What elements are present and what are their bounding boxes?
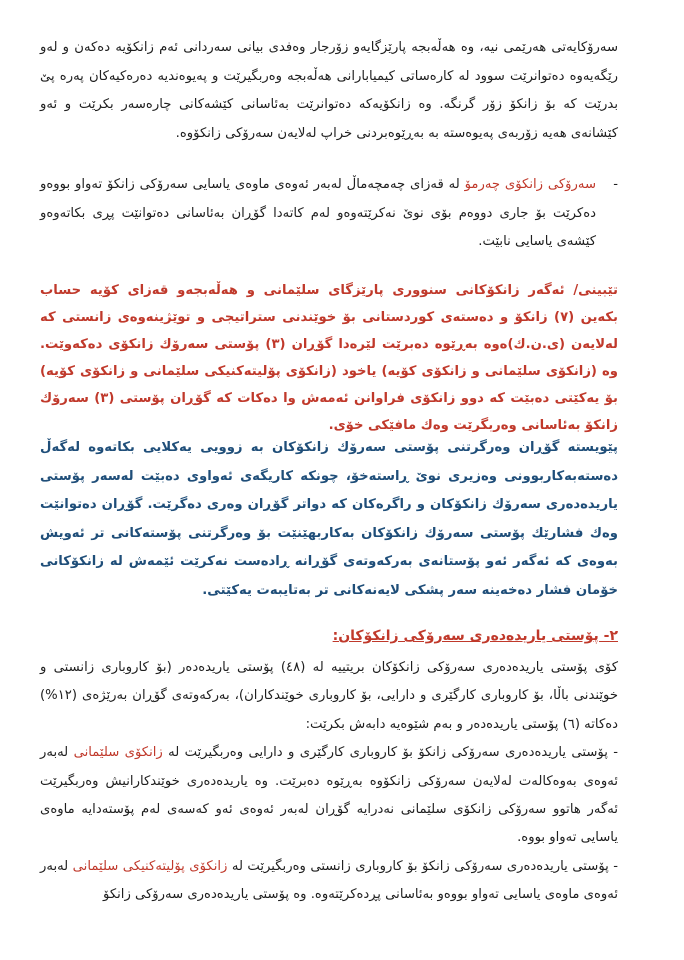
section-heading: ٢- پۆستی یاریدەدەری سەرۆکی زانکۆکان: <box>332 628 618 644</box>
paragraph-7 <box>40 853 618 910</box>
paragraph-7-start: - پۆستی یاریدەدەری سەرۆکی زانکۆ بۆ کاروباری زانستی وەربگیرێت لە <box>227 858 619 874</box>
paragraph-1: سەرۆکایەتی هەرێمی نیە، وە هەڵەبجە پارێزگایەو زۆرجار وەفدی بیانی سەردانی ئەم زانکۆیە دەکەن و لەو رێگەیەوە دەتوانرێت سوود لە کارەساتی کیمیابارانی هەڵەبجە وەربگیرێت و پەیوەندیە دەرەکیەکان پەرە پێ بدرێت کە بۆ زانکۆ زۆر گرنگە. وە زانکۆیەکە دەتوانرێت بەئاسانی کێشەکانی چارەسەر بکرێت و ئەو کێشانەی هەیە زۆربەی پەیوەستە بە بەڕێوەبردنی خراپ لەلایەن سەرۆکی زانکۆوە. <box>40 40 618 141</box>
paragraph-6-start: - پۆستی یاریدەدەری سەرۆکی زانکۆ بۆ کاروباری کارگێری و دارایی وەربگیرێت لە <box>162 745 619 761</box>
paragraph-5: کۆی پۆستی یاریدەدەری سەرۆکی زانکۆکان بریتییە لە (٤٨) پۆستی یاریدەدەر (بۆ کاروباری زانستی و خوێندنی باڵا، بۆ کاروباری کارگێری و دارایی، بۆ کاروباری خوێندکاران)، بەرکەوتەی گۆڕان بەرێژەی (١٢%) دەکاتە (٦) پۆستی یاریدەدەر و بەم شێوەیە دابەش بکرێت: <box>40 660 619 732</box>
paragraph-2 <box>40 171 618 257</box>
section-body <box>40 654 618 910</box>
bullet-dash: - <box>613 177 618 192</box>
paragraph-6 <box>40 739 618 853</box>
highlight-charmo-university-president: سەرۆکی زانکۆی چەرمۆ <box>464 177 596 192</box>
paragraph-4: پێویستە گۆڕان وەرگرتنی پۆستی سەرۆك زانکۆکان بە زوویی یەکلایی بکاتەوە لەگەڵ دەستەبەکاربوونی وەزیری نوێ ڕاستەخۆ، چونکە کاریگەی ئەواوی دەبێت لەسەر پۆستی یاریدەدەری سەرۆك زانکۆکان و راگرەکان کە دواتر گۆڕان وەری دەگرێت. گۆڕان دەتوانێت وەك فشارێك پۆستی سەرۆك زانکۆکان بەکاربهێنێت بۆ وەرگرتنی پۆستەکانی تر ئەویش بەوەی کە ئەگەر ئەو پۆستانەی بەرکەوتەی گۆڕانە ڕادەست نەکرێت ئێمەش لە زانکۆکانی خۆمان فشار دەخەینە سەر پشکی لایەنەکانی تر بەتایبەت یەکێتی. <box>40 440 618 598</box>
highlight-sulaimani-polytechnic: زانکۆی پۆلیتەکنیکی سلێمانی <box>72 858 228 874</box>
note-paragraph: تێبینی/ ئەگەر زانکۆکانی سنووری پارێزگای سلێمانی و هەڵەبجەو قەزای کۆیە حساب بکەین (٧) زانکۆ و دەستەی کوردستانی بۆ خوێندنی ستراتیجی و توێژینەوەی زانستی کە لەلایەن (ی.ن.ك)ەوە بەڕێوە دەبرێت لێرەدا گۆڕان (٣) پۆستی سەرۆك زانکۆی دەکەوێت. وە (زانکۆی سلێمانی و زانکۆی کۆیە) یاخود (زانکۆی پۆلیتەکنیکی سلێمانی و زانکۆی کۆیە) بۆ یەکێتی دەبێت کە دوو زانکۆی فراوانن ئەمەش وا دەکات کە گۆڕان پۆستی (٣) سەرۆك زانکۆ بەئاسانی وەربگرێت وەك مافێکی خۆی. <box>40 283 619 433</box>
paragraph-6-end: لەبەر ئەوەی بەوەکالەت لەلایەن سەرۆکی زانکۆوە بەڕێوە دەبرێت. وە یاریدەدەری خوێندکارانیش وەربگیرێت ئەگەر هاتوو سەرۆکی زانکۆی سلێمانی نەدرایە گۆڕان لەبەر ئەوەی ئەو کەسەی لەم پۆستەدایە ماوەی یاسایی تەواو بووە. <box>40 745 618 846</box>
highlight-sulaimani-university: زانکۆی سلێمانی <box>73 745 163 761</box>
paragraph-7-end: لەبەر ئەوەی ماوەی یاسایی تەواو بووەو بەئاسانی پڕدەکرێتەوە. وە پۆستی یاریدەدەری سەرۆکی زانکۆ <box>40 858 618 903</box>
paragraph-2-text: لە قەزای چەمچەماڵ لەبەر ئەوەی ماوەی یاسایی سەرۆکی زانکۆ تەواو بووەو دەکرێت بۆ جاری دووەم بۆی نوێ نەکرێتەوەو لەم کاتەدا گۆڕان بەئاسانی دەتوانێت پڕی بکاتەوەو کێشەی یاسایی نابێت. <box>40 177 596 250</box>
